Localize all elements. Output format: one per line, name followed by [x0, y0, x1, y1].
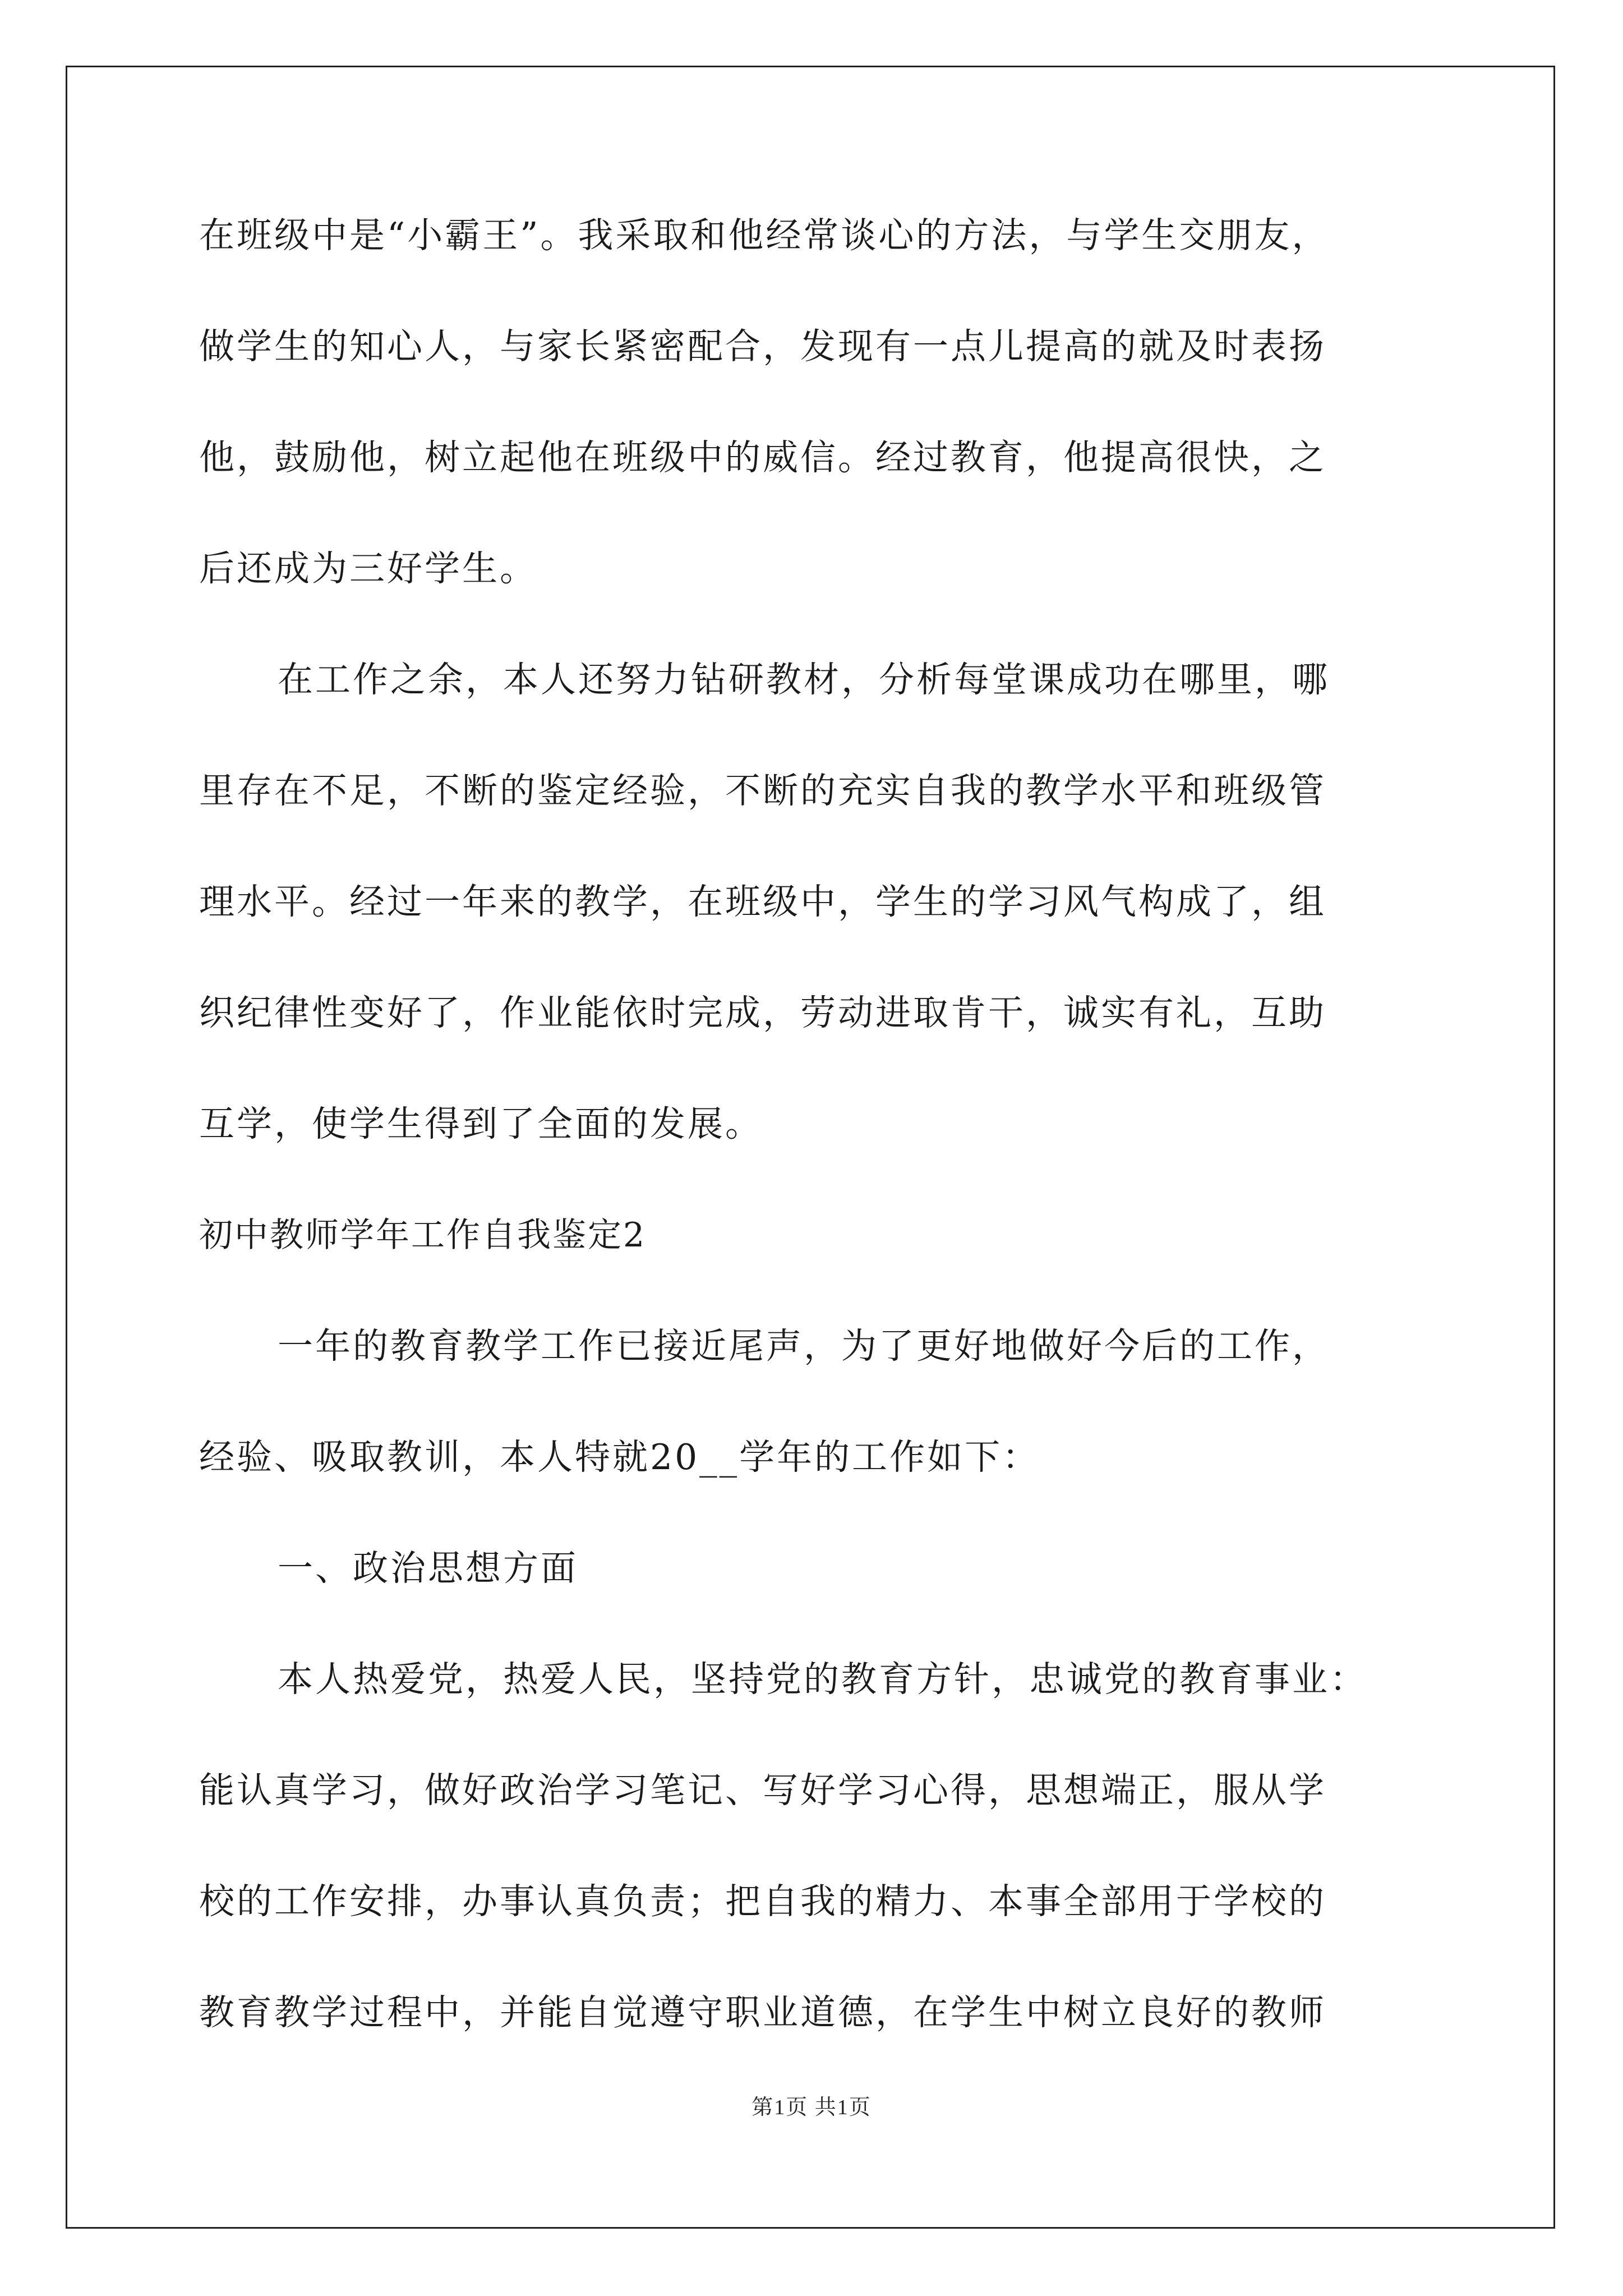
document-body	[199, 202, 1433, 2090]
text-line: 织纪律性变好了，作业能依时完成，劳动进取肯干，诚实有礼，互助	[199, 992, 1326, 1033]
text-line: 互学，使学生得到了全面的发展。	[199, 1103, 763, 1144]
paragraph-first-line: 本人热爱党，热爱人民，坚持党的教育方针，忠诚党的教育事业：	[278, 1659, 1367, 1700]
section-heading: 初中教师学年工作自我鉴定2	[199, 1216, 647, 1255]
text-line: 在班级中是“小霸王”。我采取和他经常谈心的方法，与学生交朋友，	[199, 215, 1330, 256]
text-line: 做学生的知心人，与家长紧密配合，发现有一点儿提高的就及时表扬	[199, 326, 1326, 367]
paragraph-first-line: 在工作之余，本人还努力钻研教材，分析每堂课成功在哪里，哪	[278, 659, 1330, 700]
text-line: 经验、吸取教训，本人特就20__学年的工作如下：	[199, 1437, 1040, 1478]
text-line: 校的工作安排，办事认真负责；把自我的精力、本事全部用于学校的	[199, 1881, 1326, 1922]
text-line: 教育教学过程中，并能自觉遵守职业道德，在学生中树立良好的教师	[199, 1992, 1326, 2033]
text-line: 能认真学习，做好政治学习笔记、写好学习心得，思想端正，服从学	[199, 1770, 1326, 1811]
text-line: 他，鼓励他，树立起他在班级中的威信。经过教育，他提高很快，之	[199, 437, 1326, 478]
paragraph-first-line: 一年的教育教学工作已接近尾声，为了更好地做好今后的工作，	[278, 1326, 1330, 1366]
text-line: 理水平。经过一年来的教学，在班级中，学生的学习风气构成了，组	[199, 881, 1326, 922]
subsection-heading: 一、政治思想方面	[278, 1548, 578, 1589]
text-line: 里存在不足，不断的鉴定经验，不断的充实自我的教学水平和班级管	[199, 770, 1326, 811]
text-line: 后还成为三好学生。	[199, 548, 537, 589]
page-number-footer: 第1页 共1页	[751, 2096, 872, 2119]
